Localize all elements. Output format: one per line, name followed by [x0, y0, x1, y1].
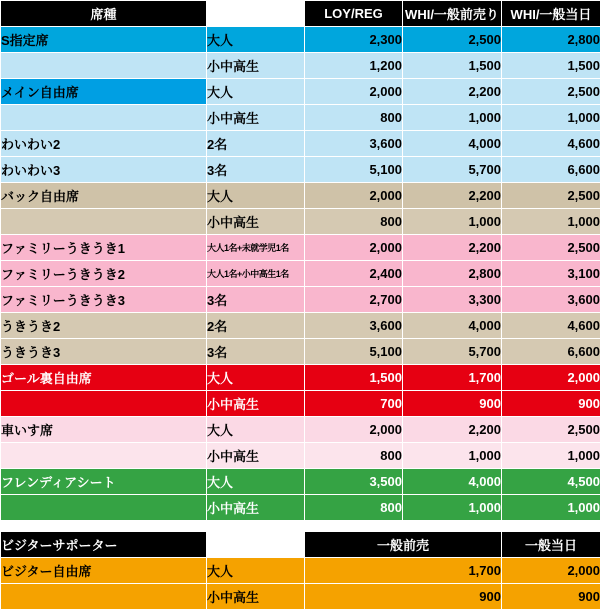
price-cell: 2,500: [502, 235, 600, 261]
seat-name-cell: [1, 495, 207, 521]
visitor-table-row: [1, 558, 600, 584]
price-cell: 900: [403, 391, 502, 417]
table-row: [1, 157, 600, 183]
seat-name-cell: 車いす席: [1, 417, 207, 443]
price-cell: 4,000: [403, 469, 502, 495]
price-cell: 2,000: [305, 235, 403, 261]
visitor-header-row: [1, 532, 600, 558]
ticket-kind-cell: 小中高生: [207, 53, 305, 79]
price-cell: 2,200: [403, 417, 502, 443]
table-row: [1, 261, 600, 287]
price-cell: 1,000: [403, 209, 502, 235]
price-cell: 800: [305, 209, 403, 235]
price-cell: 2,500: [502, 79, 600, 105]
price-cell: 1,000: [502, 209, 600, 235]
ticket-kind-cell: 2名: [207, 131, 305, 157]
price-cell: 900: [502, 391, 600, 417]
header-col-0: LOY/REG: [305, 1, 403, 27]
ticket-kind-cell: 3名: [207, 287, 305, 313]
price-cell: 3,300: [403, 287, 502, 313]
price-cell: 1,500: [403, 53, 502, 79]
price-cell: 3,600: [502, 287, 600, 313]
ticket-kind-cell: 小中高生: [207, 209, 305, 235]
price-cell: 2,400: [305, 261, 403, 287]
visitor-price-cell: 1,700: [305, 558, 502, 584]
price-cell: 2,000: [305, 417, 403, 443]
ticket-kind-cell: 大人: [207, 183, 305, 209]
price-cell: 2,700: [305, 287, 403, 313]
price-cell: 1,700: [403, 365, 502, 391]
ticket-kind-cell: 3名: [207, 157, 305, 183]
visitor-price-cell: 900: [305, 584, 502, 610]
visitor-seat-name-cell: ビジター自由席: [1, 558, 207, 584]
price-cell: 1,000: [502, 443, 600, 469]
price-cell: 1,000: [403, 443, 502, 469]
ticket-kind-cell: 大人1名+小中高生1名: [207, 261, 305, 287]
table-row: [1, 53, 600, 79]
table-row: [1, 183, 600, 209]
visitor-table-row: [1, 584, 600, 610]
seat-name-cell: ゴール裏自由席: [1, 365, 207, 391]
seat-name-cell: [1, 391, 207, 417]
seat-name-cell: [1, 105, 207, 131]
ticket-kind-cell: 小中高生: [207, 443, 305, 469]
seat-name-cell: わいわい2: [1, 131, 207, 157]
price-cell: 5,700: [403, 157, 502, 183]
seat-name-cell: [1, 209, 207, 235]
price-cell: 2,200: [403, 183, 502, 209]
ticket-kind-cell: 大人: [207, 469, 305, 495]
price-cell: 5,700: [403, 339, 502, 365]
price-cell: 2,000: [305, 183, 403, 209]
ticket-kind-cell: 小中高生: [207, 495, 305, 521]
price-cell: 2,200: [403, 79, 502, 105]
seat-name-cell: うきうき3: [1, 339, 207, 365]
table-row: [1, 235, 600, 261]
header-seat-label: 席種: [1, 1, 207, 27]
header-col-2: WHI/一般当日: [502, 1, 600, 27]
table-row: [1, 287, 600, 313]
table-row: [1, 131, 600, 157]
price-cell: 3,600: [305, 131, 403, 157]
price-cell: 1,000: [403, 105, 502, 131]
price-cell: 4,600: [502, 313, 600, 339]
visitor-ticket-kind-cell: 大人: [207, 558, 305, 584]
table-row: [1, 417, 600, 443]
table-row: [1, 27, 600, 53]
price-cell: 4,500: [502, 469, 600, 495]
price-cell: 2,000: [502, 365, 600, 391]
table-row: [1, 443, 600, 469]
visitor-price-cell: 2,000: [502, 558, 600, 584]
seat-name-cell: S指定席: [1, 27, 207, 53]
seat-name-cell: ファミリーうきうき1: [1, 235, 207, 261]
ticket-kind-cell: 大人: [207, 27, 305, 53]
seat-name-cell: ファミリーうきうき3: [1, 287, 207, 313]
price-cell: 1,000: [502, 495, 600, 521]
price-cell: 1,000: [502, 105, 600, 131]
price-cell: 3,100: [502, 261, 600, 287]
ticket-kind-cell: 3名: [207, 339, 305, 365]
price-cell: 700: [305, 391, 403, 417]
seat-name-cell: うきうき2: [1, 313, 207, 339]
visitor-price-table: [0, 531, 600, 610]
price-cell: 6,600: [502, 339, 600, 365]
seat-name-cell: バック自由席: [1, 183, 207, 209]
price-cell: 5,100: [305, 157, 403, 183]
table-header-row: [1, 1, 600, 27]
seat-name-cell: わいわい3: [1, 157, 207, 183]
ticket-kind-cell: 小中高生: [207, 105, 305, 131]
ticket-kind-cell: 小中高生: [207, 391, 305, 417]
ticket-kind-cell: 2名: [207, 313, 305, 339]
price-cell: 2,500: [502, 183, 600, 209]
price-cell: 2,000: [305, 79, 403, 105]
visitor-header-label: ビジターサポーター: [1, 532, 207, 558]
visitor-header-col-0: 一般前売: [305, 532, 502, 558]
price-cell: 2,200: [403, 235, 502, 261]
header-kind-blank: [207, 1, 305, 27]
table-row: [1, 105, 600, 131]
seat-name-cell: フレンディアシート: [1, 469, 207, 495]
visitor-ticket-kind-cell: 小中高生: [207, 584, 305, 610]
price-cell: 6,600: [502, 157, 600, 183]
table-row: [1, 469, 600, 495]
price-cell: 2,800: [403, 261, 502, 287]
ticket-kind-cell: 大人: [207, 79, 305, 105]
price-cell: 3,600: [305, 313, 403, 339]
ticket-kind-cell: 大人: [207, 365, 305, 391]
price-cell: 800: [305, 105, 403, 131]
price-cell: 2,800: [502, 27, 600, 53]
price-cell: 1,500: [502, 53, 600, 79]
seat-name-cell: メイン自由席: [1, 79, 207, 105]
table-row: [1, 391, 600, 417]
ticket-kind-cell: 大人: [207, 417, 305, 443]
seat-name-cell: ファミリーうきうき2: [1, 261, 207, 287]
visitor-header-col-1: 一般当日: [502, 532, 600, 558]
table-row: [1, 79, 600, 105]
price-cell: 800: [305, 443, 403, 469]
price-cell: 800: [305, 495, 403, 521]
price-cell: 1,200: [305, 53, 403, 79]
visitor-header-blank: [207, 532, 305, 558]
visitor-price-cell: 900: [502, 584, 600, 610]
table-row: [1, 209, 600, 235]
price-cell: 2,300: [305, 27, 403, 53]
price-cell: 1,500: [305, 365, 403, 391]
ticket-kind-cell: 大人1名+未就学児1名: [207, 235, 305, 261]
price-cell: 2,500: [403, 27, 502, 53]
header-col-1: WHI/一般前売り: [403, 1, 502, 27]
price-cell: 1,000: [403, 495, 502, 521]
seat-name-cell: [1, 443, 207, 469]
price-cell: 5,100: [305, 339, 403, 365]
table-row: [1, 365, 600, 391]
price-cell: 4,600: [502, 131, 600, 157]
price-cell: 4,000: [403, 131, 502, 157]
price-cell: 4,000: [403, 313, 502, 339]
table-row: [1, 339, 600, 365]
table-row: [1, 313, 600, 339]
price-cell: 3,500: [305, 469, 403, 495]
seat-name-cell: [1, 53, 207, 79]
visitor-seat-name-cell: [1, 584, 207, 610]
table-row: [1, 495, 600, 521]
price-cell: 2,500: [502, 417, 600, 443]
